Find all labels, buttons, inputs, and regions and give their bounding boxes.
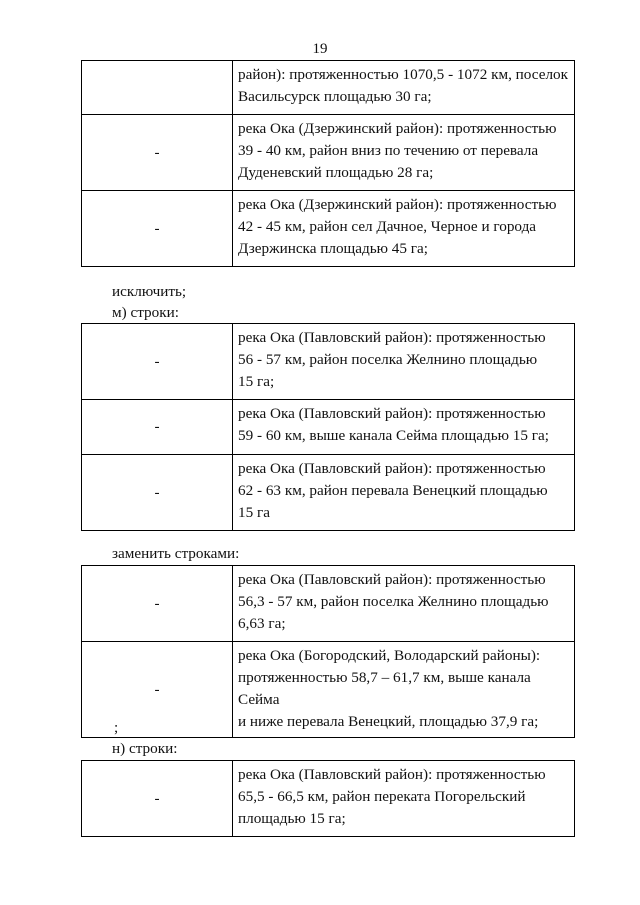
- text-line: 15 га;: [238, 373, 275, 390]
- table-2: [81, 323, 575, 531]
- page-number: 19: [312, 41, 328, 57]
- row-marker: -: [82, 455, 233, 531]
- text-line: Дзержинска площадью 45 га;: [238, 240, 428, 257]
- row-marker: -: [82, 566, 233, 642]
- row-marker: -: [82, 115, 233, 191]
- text-line: протяженностью 58,7 – 61,7 км, выше канала Сейма: [238, 669, 531, 708]
- row-text: [233, 61, 575, 115]
- table-row: [82, 115, 575, 191]
- text-line: 65,5 - 66,5 км, район переката Погорельский: [238, 788, 526, 805]
- text-line: площадью 15 га;: [238, 810, 346, 827]
- text-line: 56,3 - 57 км, район поселка Желнино площадью: [238, 593, 549, 610]
- row-marker: [82, 61, 233, 115]
- table-row: [82, 455, 575, 531]
- row-marker: -: [82, 324, 233, 400]
- text-line: река Ока (Дзержинский район): протяженностью: [238, 196, 557, 213]
- text-line: 62 - 63 км, район перевала Венецкий площадью: [238, 482, 548, 499]
- row-marker: -: [82, 761, 233, 837]
- table-row: [82, 400, 575, 455]
- text-line: район): протяженностью 1070,5 - 1072 км, поселок: [238, 66, 568, 83]
- table-row: [82, 642, 575, 738]
- text-line: 39 - 40 км, район вниз по течению от перевала: [238, 142, 539, 159]
- semicolon-text: ;: [114, 719, 119, 736]
- text-line: река Ока (Павловский район): протяженностью: [238, 571, 546, 588]
- text-line: Васильсурск площадью 30 га;: [238, 88, 432, 105]
- table-row: [82, 761, 575, 837]
- text-line: и ниже перевала Венецкий, площадью 37,9 га;: [238, 713, 539, 730]
- table-1: [81, 60, 575, 267]
- table-row: [82, 566, 575, 642]
- row-marker: -: [82, 191, 233, 267]
- row-text: [233, 566, 575, 642]
- table-3: [81, 565, 575, 738]
- row-text: [233, 761, 575, 837]
- text-line: 42 - 45 км, район сел Дачное, Черное и города: [238, 218, 537, 235]
- text-line: 59 - 60 км, выше канала Сейма площадью 15 га;: [238, 427, 549, 444]
- table-row: [82, 324, 575, 400]
- text-line: 56 - 57 км, район поселка Желнино площадью: [238, 351, 538, 368]
- text-line: 15 га: [238, 504, 270, 521]
- row-text: [233, 400, 575, 455]
- text-line: река Ока (Павловский район): протяженностью: [238, 405, 546, 422]
- text-line: 6,63 га;: [238, 615, 286, 632]
- table-row: [82, 191, 575, 267]
- row-text: [233, 191, 575, 267]
- replace-text: заменить строками:: [112, 545, 240, 562]
- exclude-text: исключить;: [112, 283, 187, 300]
- text-line: река Ока (Дзержинский район): протяженностью: [238, 120, 557, 137]
- row-marker: -: [82, 642, 233, 738]
- row-text: [233, 115, 575, 191]
- text-line: река Ока (Павловский район): протяженностью: [238, 766, 546, 783]
- row-text: [233, 642, 575, 738]
- item-m-label: м) строки:: [112, 304, 179, 321]
- text-line: Дуденевский площадью 28 га;: [238, 164, 434, 181]
- text-line: река Ока (Павловский район): протяженностью: [238, 329, 546, 346]
- text-line: река Ока (Павловский район): протяженностью: [238, 460, 546, 477]
- table-4: [81, 760, 575, 837]
- text-line: река Ока (Богородский, Володарский районы):: [238, 647, 541, 664]
- item-n-label: н) строки:: [112, 740, 178, 757]
- row-text: [233, 455, 575, 531]
- table-row: [82, 61, 575, 115]
- row-text: [233, 324, 575, 400]
- row-marker: -: [82, 400, 233, 455]
